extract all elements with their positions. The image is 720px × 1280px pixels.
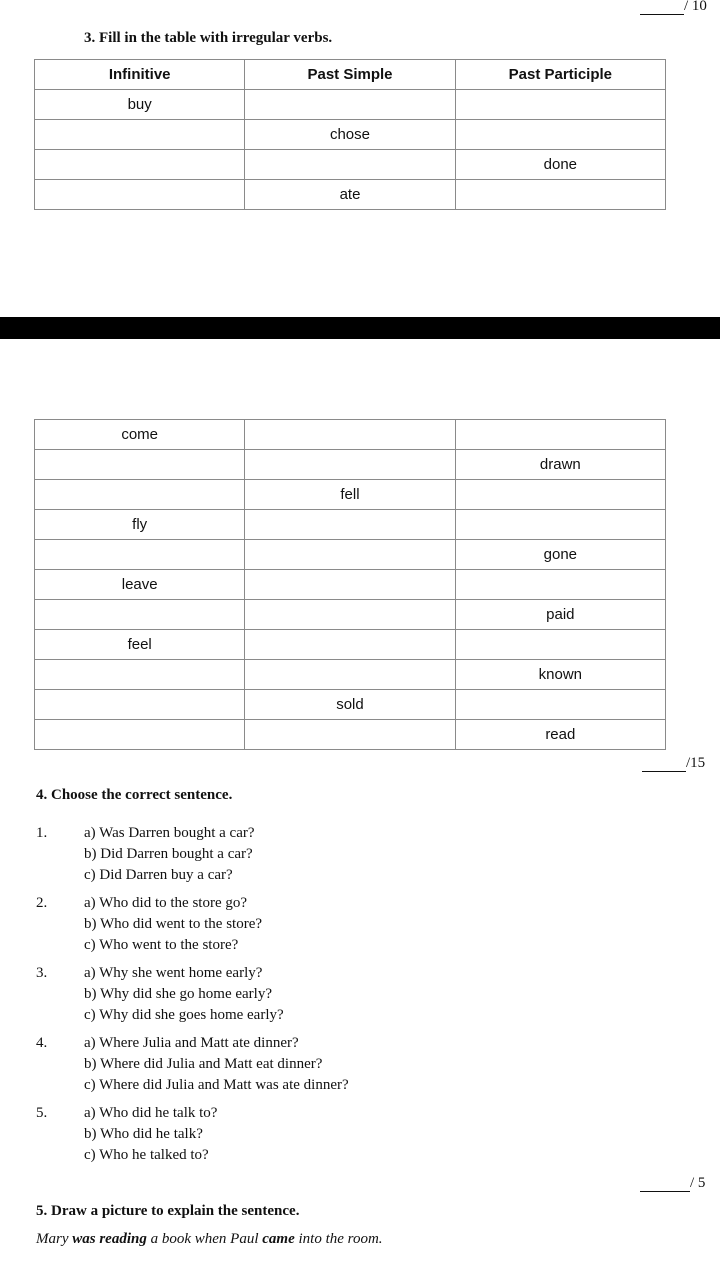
score-blank[interactable] — [640, 1177, 690, 1192]
cell-past-participle[interactable]: done — [455, 150, 665, 180]
table-row — [35, 630, 666, 660]
option-a[interactable]: a) Why she went home early? — [84, 965, 263, 981]
table-row — [35, 720, 666, 750]
table-row — [35, 600, 666, 630]
table-row — [35, 660, 666, 690]
cell-past-participle[interactable]: known — [455, 660, 665, 690]
cell-past-simple[interactable]: chose — [245, 120, 455, 150]
question-number: 4. — [36, 1035, 48, 1051]
option-a[interactable]: a) Who did he talk to? — [84, 1105, 218, 1121]
cell-past-simple[interactable] — [245, 600, 455, 630]
cell-past-participle[interactable] — [455, 510, 665, 540]
option-b[interactable]: b) Who did went to the store? — [84, 916, 263, 932]
question-5-title: 5. Draw a picture to explain the sentence. — [36, 1203, 300, 1219]
score-label: / 10 — [684, 0, 707, 14]
option-c[interactable]: c) Why did she goes home early? — [84, 1007, 284, 1023]
option-a[interactable]: a) Was Darren bought a car? — [84, 825, 255, 841]
score-total-table — [642, 755, 705, 772]
cell-infinitive[interactable]: feel — [35, 630, 245, 660]
cell-infinitive[interactable] — [35, 450, 245, 480]
cell-past-simple[interactable] — [245, 720, 455, 750]
option-a[interactable]: a) Where Julia and Matt ate dinner? — [84, 1035, 299, 1051]
table-row — [35, 150, 666, 180]
cell-infinitive[interactable] — [35, 540, 245, 570]
sentence-part: Mary — [36, 1231, 73, 1247]
cell-past-simple[interactable] — [245, 510, 455, 540]
table-row — [35, 90, 666, 120]
cell-past-simple[interactable] — [245, 150, 455, 180]
cell-past-simple[interactable] — [245, 420, 455, 450]
cell-infinitive[interactable] — [35, 150, 245, 180]
question-number: 1. — [36, 825, 48, 841]
option-c[interactable]: c) Who he talked to? — [84, 1147, 209, 1163]
cell-past-participle[interactable] — [455, 630, 665, 660]
cell-past-participle[interactable] — [455, 90, 665, 120]
option-b[interactable]: b) Who did he talk? — [84, 1126, 203, 1142]
score-blank[interactable] — [642, 757, 686, 772]
cell-infinitive[interactable] — [35, 480, 245, 510]
table-row — [35, 450, 666, 480]
header-past-simple: Past Simple — [245, 60, 455, 90]
cell-past-participle[interactable] — [455, 420, 665, 450]
option-c[interactable]: c) Where did Julia and Matt was ate dinner? — [84, 1077, 349, 1093]
cell-past-simple[interactable] — [245, 630, 455, 660]
sentence-part: a book when Paul — [146, 1231, 263, 1247]
score-total-q4 — [640, 1175, 705, 1192]
score-label: /15 — [686, 755, 706, 771]
table-row — [35, 690, 666, 720]
question-number: 2. — [36, 895, 48, 911]
cell-past-simple[interactable] — [245, 450, 455, 480]
question-number: 3. — [36, 965, 48, 981]
verb-table-2 — [34, 419, 666, 750]
option-b[interactable]: b) Where did Julia and Matt eat dinner? — [84, 1056, 323, 1072]
cell-past-simple[interactable] — [245, 540, 455, 570]
cell-past-simple[interactable]: sold — [245, 690, 455, 720]
cell-past-participle[interactable] — [455, 570, 665, 600]
cell-infinitive[interactable] — [35, 660, 245, 690]
header-past-participle: Past Participle — [455, 60, 665, 90]
option-b[interactable]: b) Why did she go home early? — [84, 986, 273, 1002]
table-row — [35, 120, 666, 150]
cell-past-participle[interactable] — [455, 120, 665, 150]
cell-past-participle[interactable] — [455, 180, 665, 210]
cell-past-participle[interactable]: read — [455, 720, 665, 750]
sentence-verb-past-simple: came — [262, 1231, 295, 1247]
header-infinitive: Infinitive — [35, 60, 245, 90]
score-total-q3 — [640, 0, 707, 15]
option-b[interactable]: b) Did Darren bought a car? — [84, 846, 253, 862]
table-row — [35, 540, 666, 570]
cell-infinitive[interactable] — [35, 180, 245, 210]
sentence-verb-past-continuous: was reading — [72, 1231, 147, 1247]
question-4-title: 4. Choose the correct sentence. — [36, 787, 233, 803]
cell-infinitive[interactable] — [35, 720, 245, 750]
sentence-part: into the room. — [294, 1231, 383, 1247]
table-row — [35, 180, 666, 210]
cell-infinitive[interactable]: buy — [35, 90, 245, 120]
cell-past-simple[interactable] — [245, 660, 455, 690]
cell-past-participle[interactable] — [455, 690, 665, 720]
cell-infinitive[interactable]: leave — [35, 570, 245, 600]
question-3-title: 3. Fill in the table with irregular verbs. — [84, 30, 333, 46]
question-number: 5. — [36, 1105, 48, 1121]
cell-past-participle[interactable]: drawn — [455, 450, 665, 480]
cell-infinitive[interactable]: fly — [35, 510, 245, 540]
cell-past-participle[interactable] — [455, 480, 665, 510]
cell-past-simple[interactable] — [245, 570, 455, 600]
table-row — [35, 480, 666, 510]
cell-past-simple[interactable]: ate — [245, 180, 455, 210]
question-5-sentence — [36, 1231, 383, 1248]
cell-infinitive[interactable] — [35, 600, 245, 630]
cell-infinitive[interactable] — [35, 690, 245, 720]
score-label: / 5 — [690, 1175, 706, 1191]
option-c[interactable]: c) Who went to the store? — [84, 937, 239, 953]
option-c[interactable]: c) Did Darren buy a car? — [84, 867, 233, 883]
table-row — [35, 570, 666, 600]
page-separator-bar — [0, 317, 720, 339]
table-row — [35, 510, 666, 540]
table-row — [35, 420, 666, 450]
cell-past-simple[interactable]: fell — [245, 480, 455, 510]
cell-past-simple[interactable] — [245, 90, 455, 120]
cell-past-participle[interactable]: gone — [455, 540, 665, 570]
table-header-row — [35, 60, 666, 90]
cell-infinitive[interactable]: come — [35, 420, 245, 450]
cell-past-participle[interactable]: paid — [455, 600, 665, 630]
option-a[interactable]: a) Who did to the store go? — [84, 895, 248, 911]
verb-table-1 — [34, 59, 666, 210]
score-blank[interactable] — [640, 0, 684, 15]
cell-infinitive[interactable] — [35, 120, 245, 150]
